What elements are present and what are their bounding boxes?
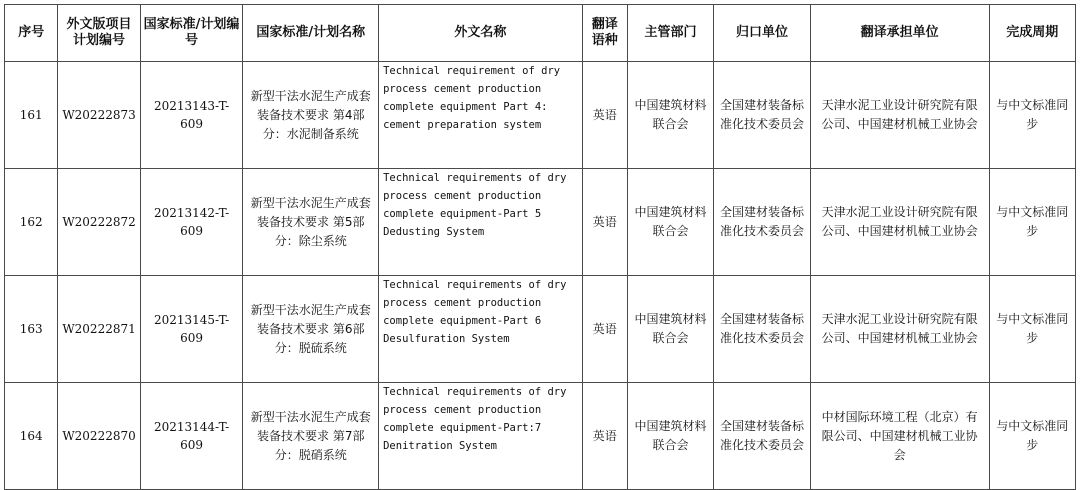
foreign-standard-name: Technical requirements of dry process cement production complete equipment-Part 5 Dedusting System xyxy=(379,169,583,276)
national-plan-no: 20213143-T-609 xyxy=(140,62,243,169)
row-no: 164 xyxy=(5,383,58,490)
translation-unit: 天津水泥工业设计研究院有限公司、中国建材机械工业协会 xyxy=(810,169,989,276)
foreign-plan-no: W20222873 xyxy=(58,62,140,169)
competent-department: 中国建筑材料联合会 xyxy=(627,276,713,383)
completion-period: 与中文标准同步 xyxy=(989,62,1075,169)
translation-unit: 中材国际环境工程（北京）有限公司、中国建材机械工业协会 xyxy=(810,383,989,490)
centralized-unit: 全国建材装备标准化技术委员会 xyxy=(714,62,811,169)
national-standard-name: 新型干法水泥生产成套装备技术要求 第4部分：水泥制备系统 xyxy=(243,62,379,169)
national-standard-name: 新型干法水泥生产成套装备技术要求 第7部分：脱硝系统 xyxy=(243,383,379,490)
foreign-standard-name: Technical requirements of dry process cement production complete equipment-Part:7 Denitration System xyxy=(379,383,583,490)
header-language: 翻译语种 xyxy=(582,5,627,62)
header-national-name: 国家标准/计划名称 xyxy=(243,5,379,62)
table-row xyxy=(5,276,1076,383)
header-foreign-name: 外文名称 xyxy=(379,5,583,62)
centralized-unit: 全国建材装备标准化技术委员会 xyxy=(714,276,811,383)
centralized-unit: 全国建材装备标准化技术委员会 xyxy=(714,383,811,490)
header-no: 序号 xyxy=(5,5,58,62)
translation-unit: 天津水泥工业设计研究院有限公司、中国建材机械工业协会 xyxy=(810,62,989,169)
completion-period: 与中文标准同步 xyxy=(989,169,1075,276)
competent-department: 中国建筑材料联合会 xyxy=(627,383,713,490)
table-row xyxy=(5,383,1076,490)
standards-translation-table xyxy=(4,4,1076,490)
header-national-plan-no: 国家标准/计划编号 xyxy=(140,5,243,62)
national-plan-no: 20213145-T-609 xyxy=(140,276,243,383)
header-competent-dept: 主管部门 xyxy=(627,5,713,62)
completion-period: 与中文标准同步 xyxy=(989,383,1075,490)
row-no: 162 xyxy=(5,169,58,276)
header-completion-period: 完成周期 xyxy=(989,5,1075,62)
national-standard-name: 新型干法水泥生产成套装备技术要求 第6部分：脱硫系统 xyxy=(243,276,379,383)
translation-language: 英语 xyxy=(582,383,627,490)
translation-language: 英语 xyxy=(582,62,627,169)
national-plan-no: 20213142-T-609 xyxy=(140,169,243,276)
foreign-standard-name: Technical requirements of dry process cement production complete equipment-Part 6 Desulfuration System xyxy=(379,276,583,383)
translation-language: 英语 xyxy=(582,276,627,383)
row-no: 161 xyxy=(5,62,58,169)
translation-unit: 天津水泥工业设计研究院有限公司、中国建材机械工业协会 xyxy=(810,276,989,383)
competent-department: 中国建筑材料联合会 xyxy=(627,169,713,276)
completion-period: 与中文标准同步 xyxy=(989,276,1075,383)
header-foreign-plan-no: 外文版项目计划编号 xyxy=(58,5,140,62)
header-translation-unit: 翻译承担单位 xyxy=(810,5,989,62)
foreign-standard-name: Technical requirement of dry process cement production complete equipment Part 4: cement preparation system xyxy=(379,62,583,169)
foreign-plan-no: W20222872 xyxy=(58,169,140,276)
table-header-row xyxy=(5,5,1076,62)
foreign-plan-no: W20222870 xyxy=(58,383,140,490)
national-standard-name: 新型干法水泥生产成套装备技术要求 第5部分：除尘系统 xyxy=(243,169,379,276)
table-row xyxy=(5,62,1076,169)
table-row xyxy=(5,169,1076,276)
competent-department: 中国建筑材料联合会 xyxy=(627,62,713,169)
foreign-plan-no: W20222871 xyxy=(58,276,140,383)
row-no: 163 xyxy=(5,276,58,383)
translation-language: 英语 xyxy=(582,169,627,276)
centralized-unit: 全国建材装备标准化技术委员会 xyxy=(714,169,811,276)
header-centralized-unit: 归口单位 xyxy=(714,5,811,62)
national-plan-no: 20213144-T-609 xyxy=(140,383,243,490)
